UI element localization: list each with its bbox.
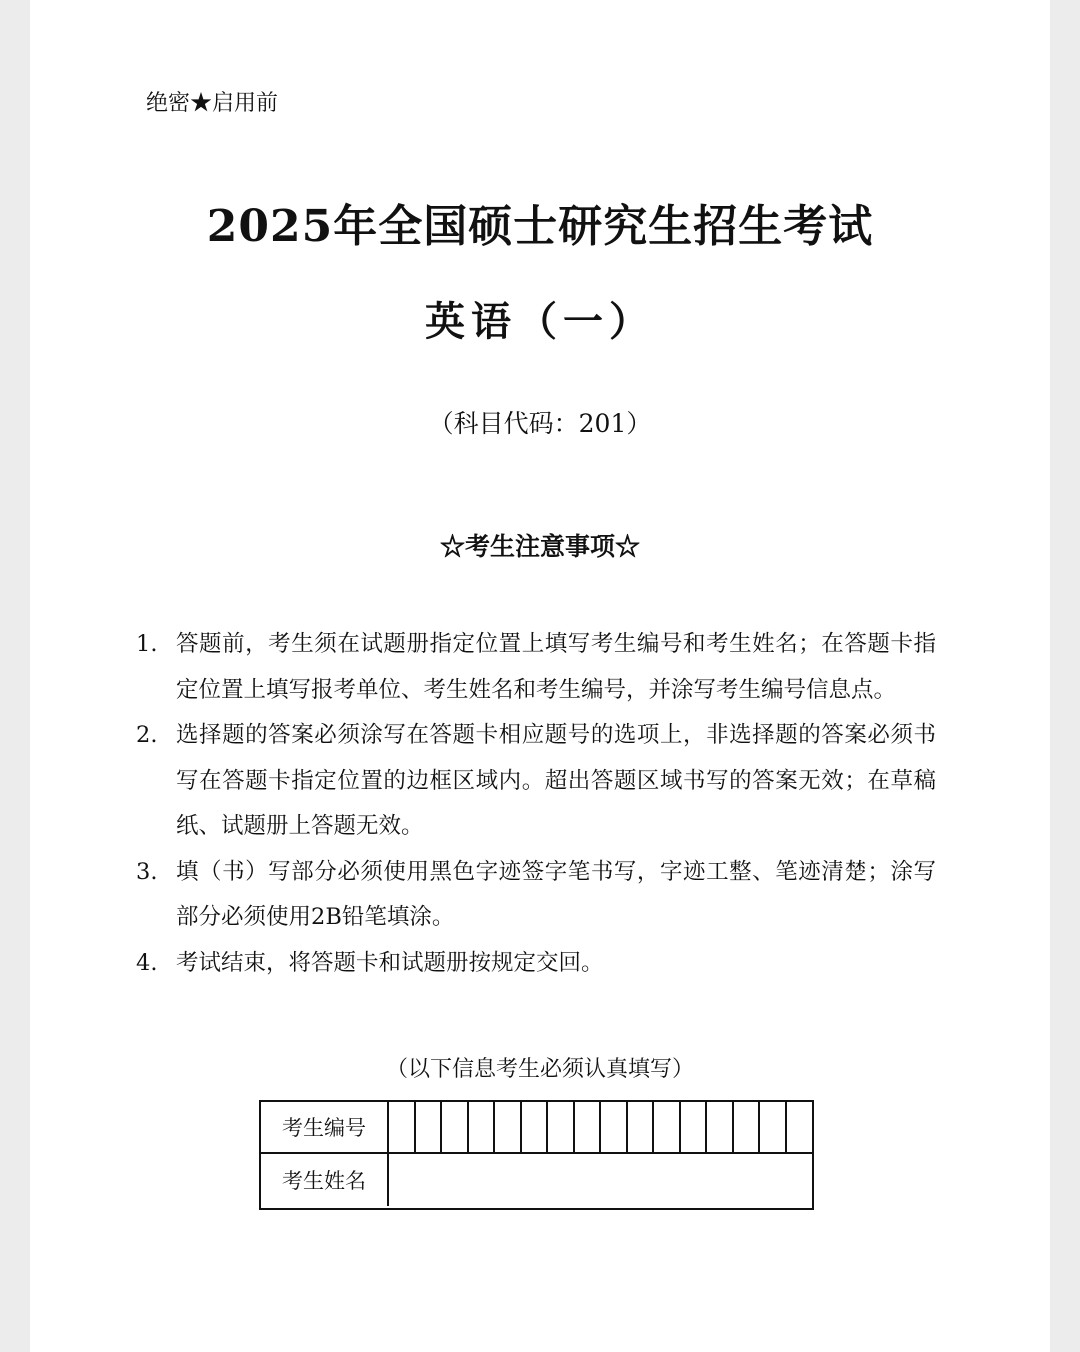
candidate-number-digit-box [628,1102,655,1152]
candidate-number-digit-box [760,1102,787,1152]
form-instruction: （以下信息考生必须认真填写） [385,1057,694,1082]
candidate-name-field [389,1154,812,1206]
notices-heading: ☆考生注意事项☆ [439,532,640,561]
candidate-number-digit-box [389,1102,416,1152]
candidate-number-digit-box [681,1102,708,1152]
candidate-name-label: 考生姓名 [261,1154,389,1206]
notice-text: 填（书）写部分必须使用黑色字迹签字笔书写，字迹工整、笔迹清楚；涂写部分必须使用2B铅笔填涂。 [176,858,936,930]
exam-title: 2025年全国硕士研究生招生考试 [206,201,874,252]
notice-text: 答题前，考生须在试题册指定位置上填写考生编号和考生姓名；在答题卡指定位置上填写报考单位、考生姓名和考生编号，并涂写考生编号信息点。 [176,631,936,703]
notice-item [136,713,936,850]
notice-text: 考试结束，将答题卡和试题册按规定交回。 [176,949,604,976]
subject-code: （科目代码：201） [428,409,652,438]
candidate-number-label: 考生编号 [261,1102,389,1152]
exam-cover-page [30,0,1050,1352]
notice-item [136,941,936,987]
candidate-number-boxes [389,1102,787,1152]
notice-number: 4. [136,949,158,976]
notice-item [136,622,936,713]
candidate-name-row [261,1154,812,1206]
candidate-number-digit-box [442,1102,469,1152]
notice-item [136,850,936,941]
candidate-number-digit-box [495,1102,522,1152]
candidate-number-digit-box [734,1102,761,1152]
candidate-number-digit-box [416,1102,443,1152]
notice-number: 2. [136,722,158,748]
confidential-label: 绝密★启用前 [146,91,279,116]
notices-list [136,622,936,986]
candidate-number-digit-box [654,1102,681,1152]
candidate-number-digit-box [707,1102,734,1152]
exam-subject: 英语（一） [425,298,655,345]
candidate-number-row [261,1102,812,1154]
candidate-number-digit-box [601,1102,628,1152]
candidate-number-digit-box [575,1102,602,1152]
notice-number: 1. [136,631,158,657]
candidate-number-digit-box [522,1102,549,1152]
notice-text: 选择题的答案必须涂写在答题卡相应题号的选项上，非选择题的答案必须书写在答题卡指定位置的边框区域内。超出答题区域书写的答案无效；在草稿纸、试题册上答题无效。 [176,722,936,839]
candidate-number-digit-box [469,1102,496,1152]
notice-number: 3. [136,858,158,885]
candidate-number-digit-box [548,1102,575,1152]
candidate-info-table [259,1100,814,1210]
